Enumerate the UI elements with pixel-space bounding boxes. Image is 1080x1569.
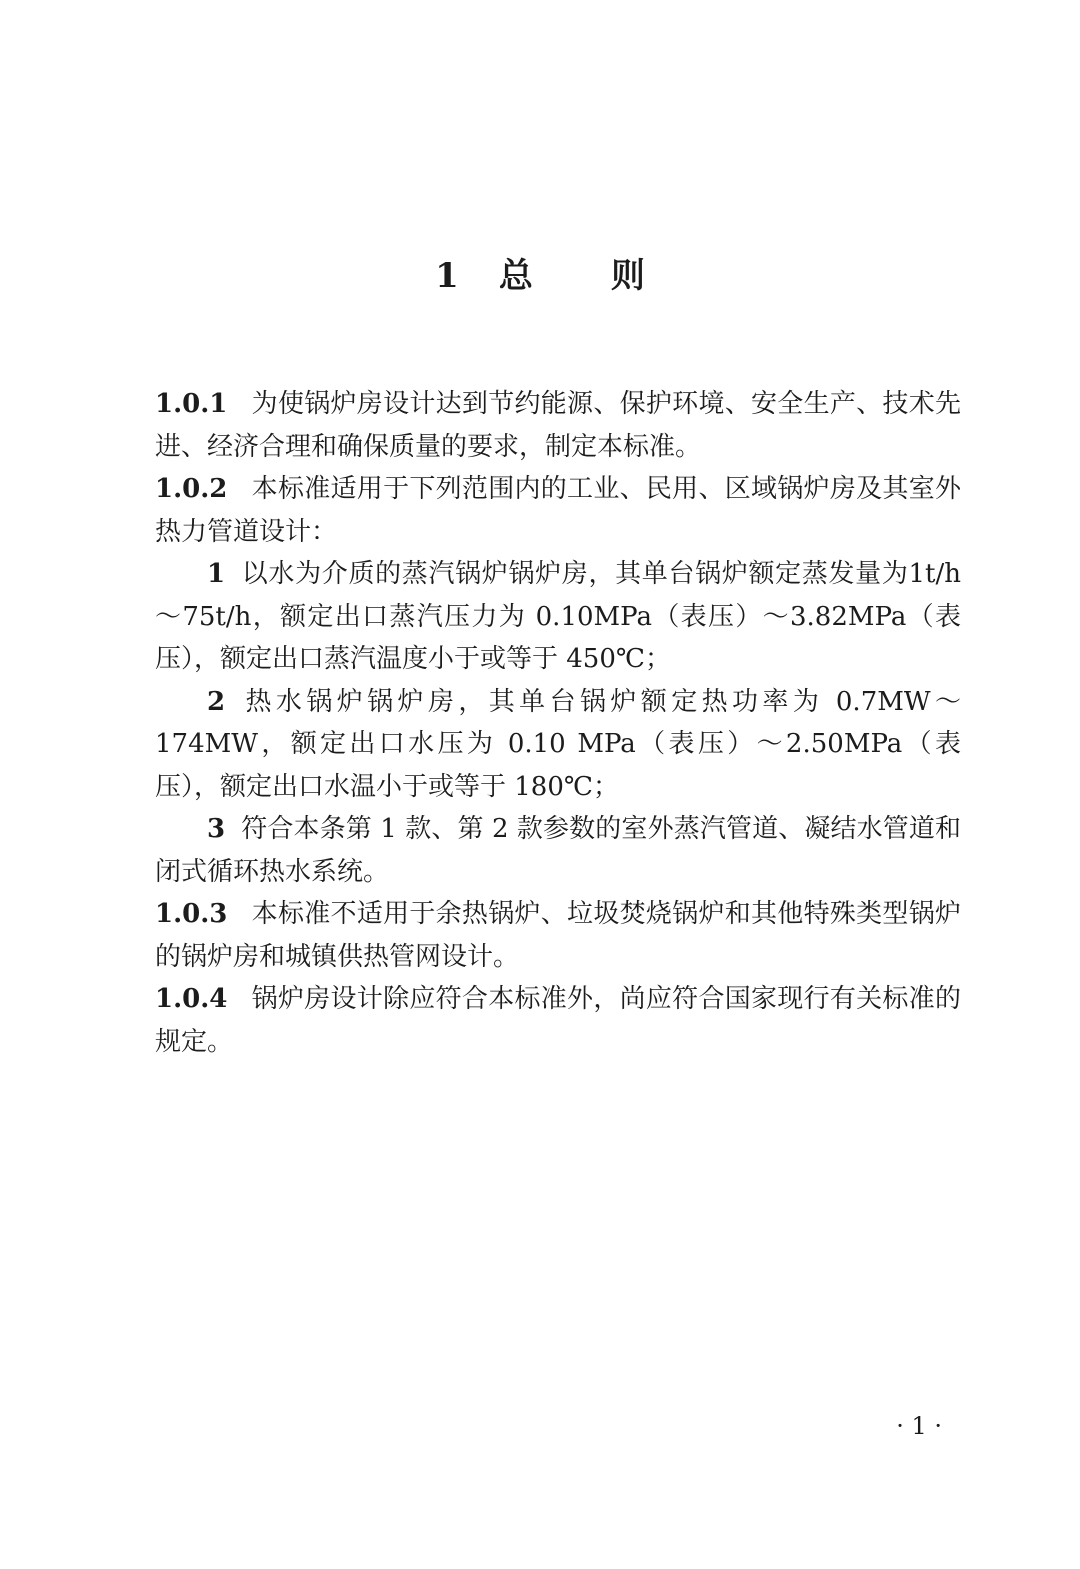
chapter-title: [0, 252, 1080, 300]
clause-number: 1.0.2: [155, 474, 228, 504]
clause-number: 1.0.3: [155, 899, 228, 929]
item-number: 3: [207, 814, 226, 844]
clause-1-0-1: [155, 383, 961, 468]
item-text: 以水为介质的蒸汽锅炉锅炉房，其单台锅炉额定蒸发量为1t/h～75t/h，额定出口蒸汽压力为 0.10MPa（表压）～3.82MPa（表压），额定出口蒸汽温度小于或等于 450℃；: [155, 559, 961, 674]
item-text: 符合本条第 1 款、第 2 款参数的室外蒸汽管道、凝结水管道和闭式循环热水系统。: [155, 814, 961, 887]
clause-text: 本标准适用于下列范围内的工业、民用、区域锅炉房及其室外热力管道设计：: [155, 474, 961, 547]
chapter-title-char-2: 则: [610, 256, 645, 296]
clause-1-0-2: [155, 468, 961, 553]
chapter-number: 1: [435, 256, 459, 296]
clause-1-0-4: [155, 978, 961, 1063]
clause-text: 为使锅炉房设计达到节约能源、保护环境、安全生产、技术先进、经济合理和确保质量的要求，制定本标准。: [155, 389, 961, 462]
page-number: · 1 ·: [896, 1412, 942, 1440]
clause-1-0-3: [155, 893, 961, 978]
item-number: 2: [207, 686, 226, 717]
chapter-body: [155, 383, 961, 1063]
item-text: 热水锅炉锅炉房，其单台锅炉额定热功率为 0.7MW～174MW，额定出口水压为 0.10 MPa（表压）～2.50MPa（表压），额定出口水温小于或等于 180℃；: [155, 686, 961, 802]
chapter-title-char-1: 总: [498, 256, 533, 296]
clause-1-0-2-item-3: [155, 808, 961, 893]
clause-text: 锅炉房设计除应符合本标准外，尚应符合国家现行有关标准的规定。: [155, 984, 961, 1057]
clause-1-0-2-item-1: [155, 553, 961, 681]
clause-1-0-2-item-2: [155, 681, 961, 809]
clause-number: 1.0.1: [155, 389, 228, 419]
clause-text: 本标准不适用于余热锅炉、垃圾焚烧锅炉和其他特殊类型锅炉的锅炉房和城镇供热管网设计。: [155, 899, 961, 972]
clause-number: 1.0.4: [155, 984, 228, 1014]
item-number: 1: [207, 559, 226, 589]
